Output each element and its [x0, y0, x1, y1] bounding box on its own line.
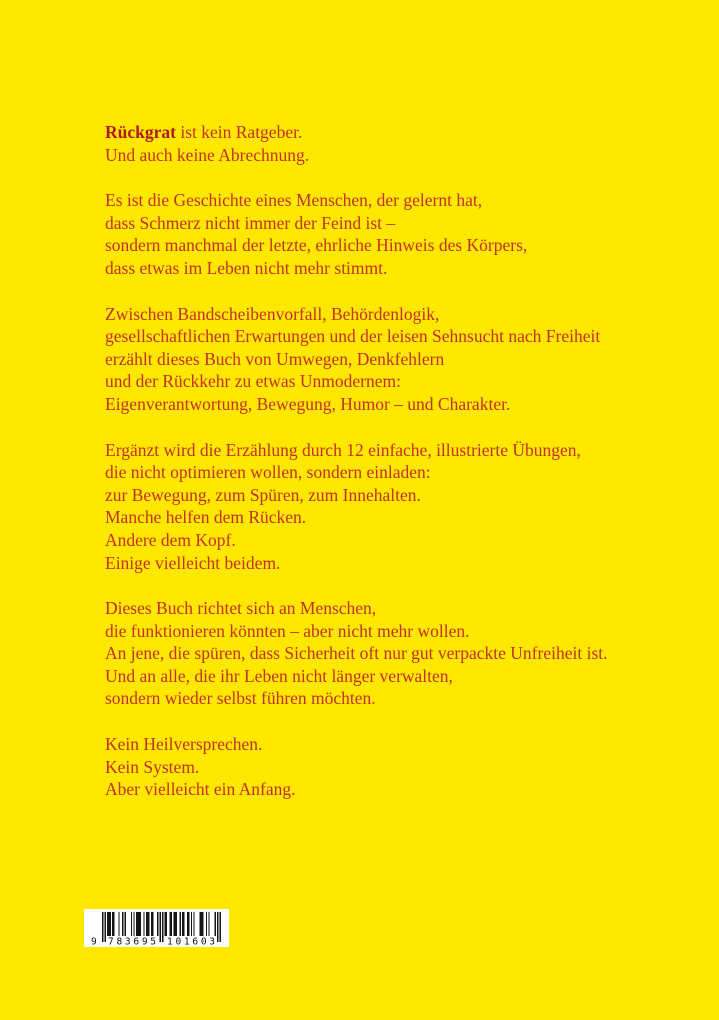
blurb-paragraph — [105, 439, 608, 575]
blurb-line: Andere dem Kopf. — [105, 529, 236, 550]
blurb-line: zur Bewegung, zum Spüren, zum Innehalten. — [105, 484, 421, 505]
barcode-digits-group2: 101603 — [166, 936, 215, 946]
blurb-line: Aber vielleicht ein Anfang. — [105, 779, 296, 800]
blurb-line: An jene, die spüren, dass Sicherheit oft nur gut verpackte Unfreiheit ist. — [105, 643, 608, 664]
blurb-line: Zwischen Bandscheibenvorfall, Behördenlogik, — [105, 303, 440, 324]
blurb-line: sondern wieder selbst führen möchten. — [105, 688, 376, 709]
ean13-barcode-svg — [89, 910, 225, 946]
blurb-line-rest: ist kein Ratgeber. — [175, 122, 303, 142]
blurb-line: Eigenverantwortung, Bewegung, Humor – und Charakter. — [105, 393, 511, 414]
blurb-line: Es ist die Geschichte eines Menschen, der gelernt hat, — [105, 190, 483, 211]
blurb-paragraph — [105, 733, 608, 801]
blurb-line: Einige vielleicht beidem. — [105, 552, 281, 573]
blurb-line: und der Rückkehr zu etwas Unmodernem: — [105, 371, 401, 392]
blurb-paragraph — [105, 303, 608, 416]
blurb-line: sondern manchmal der letzte, ehrliche Hinweis des Körpers, — [105, 235, 528, 256]
blurb-line: dass etwas im Leben nicht mehr stimmt. — [105, 257, 388, 278]
blurb-line: die nicht optimieren wollen, sondern einladen: — [105, 462, 431, 483]
isbn-barcode — [84, 909, 229, 947]
blurb-line: Dieses Buch richtet sich an Menschen, — [105, 598, 377, 619]
barcode-digit-lead: 9 — [90, 936, 97, 946]
book-title-bold: Rückgrat — [105, 122, 176, 142]
blurb-line: Kein System. — [105, 756, 200, 777]
blurb-line: Und auch keine Abrechnung. — [105, 144, 310, 165]
barcode-digits-group1: 783695 — [107, 936, 156, 946]
blurb-line — [105, 122, 302, 142]
blurb-line: erzählt dieses Buch von Umwegen, Denkfehlern — [105, 348, 445, 369]
blurb-line: dass Schmerz nicht immer der Feind ist – — [105, 212, 396, 233]
blurb-line: Und an alle, die ihr Leben nicht länger verwalten, — [105, 665, 453, 686]
blurb-line: Kein Heilversprechen. — [105, 734, 263, 755]
blurb-line: Ergänzt wird die Erzählung durch 12 einfache, illustrierte Übungen, — [105, 439, 581, 460]
blurb-text-block — [105, 121, 608, 801]
blurb-line: die funktionieren könnten – aber nicht mehr wollen. — [105, 620, 470, 641]
blurb-paragraph-opening — [105, 121, 608, 166]
blurb-paragraph — [105, 189, 608, 279]
blurb-line: gesellschaftlichen Erwartungen und der leisen Sehnsucht nach Freiheit — [105, 326, 601, 347]
blurb-paragraph — [105, 597, 608, 710]
blurb-line: Manche helfen dem Rücken. — [105, 507, 307, 528]
